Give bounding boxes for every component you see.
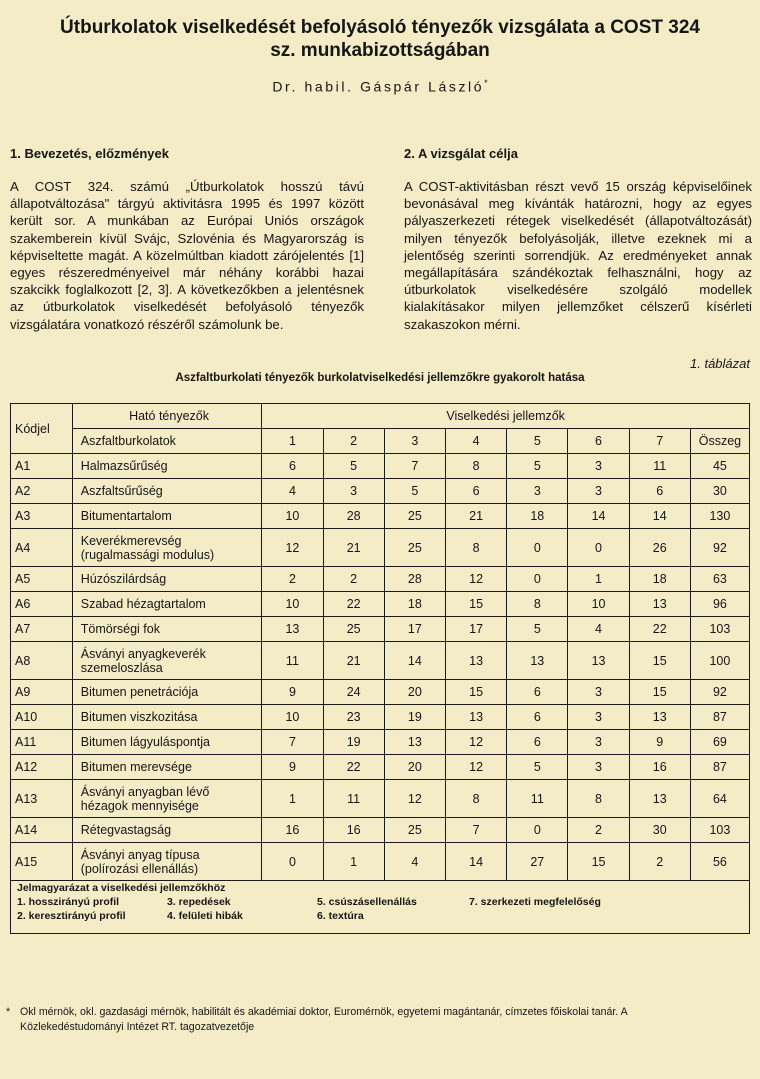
- row-value-5: 0: [507, 567, 568, 592]
- row-total: 96: [690, 592, 749, 617]
- row-value-2: 5: [323, 454, 384, 479]
- row-value-3: 20: [384, 680, 445, 705]
- row-value-7: 18: [629, 567, 690, 592]
- row-value-1: 12: [262, 529, 323, 567]
- row-value-3: 17: [384, 617, 445, 642]
- row-code: A1: [11, 454, 73, 479]
- row-value-7: 13: [629, 780, 690, 818]
- legend-title: Jelmagyarázat a viselkedési jellemzőkhöz: [17, 882, 226, 894]
- header-column-1: 1: [262, 429, 323, 454]
- table-number: 1. táblázat: [690, 356, 750, 371]
- row-factor-name: Ásványi anyagkeverék szemeloszlása: [72, 642, 262, 680]
- row-value-5: 27: [507, 843, 568, 881]
- row-total: 100: [690, 642, 749, 680]
- row-value-3: 19: [384, 705, 445, 730]
- row-value-1: 1: [262, 780, 323, 818]
- row-value-7: 13: [629, 705, 690, 730]
- row-value-1: 10: [262, 504, 323, 529]
- table-row: [11, 567, 750, 592]
- row-value-7: 6: [629, 479, 690, 504]
- row-value-7: 22: [629, 617, 690, 642]
- table-row: [11, 818, 750, 843]
- legend-item-1: 1. hosszirányú profil: [17, 896, 120, 908]
- section-2-heading: 2. A vizsgálat célja: [404, 146, 518, 161]
- row-value-4: 12: [445, 755, 506, 780]
- header-column-7: 7: [629, 429, 690, 454]
- table-row: [11, 755, 750, 780]
- row-total: 45: [690, 454, 749, 479]
- row-factor-name: Húzószilárdság: [72, 567, 262, 592]
- row-value-7: 14: [629, 504, 690, 529]
- row-value-3: 25: [384, 818, 445, 843]
- row-value-5: 6: [507, 705, 568, 730]
- row-value-6: 13: [568, 642, 629, 680]
- row-value-3: 14: [384, 642, 445, 680]
- factors-table: [10, 403, 750, 934]
- row-value-3: 5: [384, 479, 445, 504]
- row-value-7: 2: [629, 843, 690, 881]
- row-code: A3: [11, 504, 73, 529]
- row-total: 63: [690, 567, 749, 592]
- row-value-7: 15: [629, 642, 690, 680]
- row-value-5: 8: [507, 592, 568, 617]
- row-value-4: 15: [445, 680, 506, 705]
- row-value-4: 14: [445, 843, 506, 881]
- row-total: 130: [690, 504, 749, 529]
- row-code: A13: [11, 780, 73, 818]
- row-value-1: 6: [262, 454, 323, 479]
- header-column-5: 5: [507, 429, 568, 454]
- row-value-3: 28: [384, 567, 445, 592]
- row-total: 92: [690, 529, 749, 567]
- row-factor-name: Ásványi anyagban lévő hézagok mennyisége: [72, 780, 262, 818]
- header-factor: Ható tényezők: [72, 404, 262, 429]
- row-value-4: 8: [445, 529, 506, 567]
- header-total: Összeg: [690, 429, 749, 454]
- row-value-1: 7: [262, 730, 323, 755]
- row-value-7: 13: [629, 592, 690, 617]
- table-row: [11, 454, 750, 479]
- table-row: [11, 705, 750, 730]
- row-code: A5: [11, 567, 73, 592]
- row-value-7: 9: [629, 730, 690, 755]
- row-value-3: 13: [384, 730, 445, 755]
- row-value-3: 25: [384, 529, 445, 567]
- row-code: A14: [11, 818, 73, 843]
- row-value-2: 16: [323, 818, 384, 843]
- row-value-7: 15: [629, 680, 690, 705]
- row-value-4: 17: [445, 617, 506, 642]
- row-value-4: 12: [445, 567, 506, 592]
- row-value-1: 10: [262, 592, 323, 617]
- row-value-1: 11: [262, 642, 323, 680]
- row-value-4: 21: [445, 504, 506, 529]
- row-total: 92: [690, 680, 749, 705]
- row-value-2: 11: [323, 780, 384, 818]
- row-value-3: 7: [384, 454, 445, 479]
- row-value-6: 8: [568, 780, 629, 818]
- row-value-2: 22: [323, 592, 384, 617]
- row-code: A9: [11, 680, 73, 705]
- row-value-3: 25: [384, 504, 445, 529]
- row-value-3: 4: [384, 843, 445, 881]
- header-column-3: 3: [384, 429, 445, 454]
- row-value-6: 3: [568, 730, 629, 755]
- legend-item-7: 7. szerkezeti megfelelőség: [469, 896, 601, 908]
- row-total: 56: [690, 843, 749, 881]
- row-factor-name: Szabad hézagtartalom: [72, 592, 262, 617]
- header-code: Kódjel: [11, 404, 73, 454]
- row-value-2: 2: [323, 567, 384, 592]
- paper-title: [0, 16, 760, 62]
- row-value-1: 2: [262, 567, 323, 592]
- legend-cell: [11, 881, 750, 934]
- row-value-6: 3: [568, 680, 629, 705]
- author: [0, 78, 760, 95]
- row-value-5: 0: [507, 529, 568, 567]
- row-value-6: 14: [568, 504, 629, 529]
- row-value-4: 8: [445, 454, 506, 479]
- row-value-2: 1: [323, 843, 384, 881]
- row-value-3: 20: [384, 755, 445, 780]
- row-value-1: 0: [262, 843, 323, 881]
- row-value-4: 15: [445, 592, 506, 617]
- row-value-5: 11: [507, 780, 568, 818]
- footnote-mark: *: [6, 1006, 11, 1018]
- row-value-7: 11: [629, 454, 690, 479]
- legend-item-5: 5. csúszásellenállás: [317, 896, 417, 908]
- row-value-3: 18: [384, 592, 445, 617]
- table-row: [11, 843, 750, 881]
- row-value-6: 10: [568, 592, 629, 617]
- footnote-line-2: Közlekedéstudományi Intézet RT. tagozatvezetője: [20, 1021, 255, 1033]
- title-line-2: sz. munkabizottságában: [270, 40, 490, 61]
- row-value-7: 30: [629, 818, 690, 843]
- row-value-4: 13: [445, 705, 506, 730]
- row-value-6: 3: [568, 479, 629, 504]
- row-value-6: 1: [568, 567, 629, 592]
- legend-row: [11, 881, 750, 934]
- row-factor-name: Bitumen penetrációja: [72, 680, 262, 705]
- row-value-7: 16: [629, 755, 690, 780]
- author-name: Dr. habil. Gáspár László: [272, 78, 485, 95]
- row-total: 103: [690, 818, 749, 843]
- table-row: [11, 479, 750, 504]
- section-1-text: A COST 324. számú „Útburkolatok hosszú távú állapotváltozása" tárgyú aktivitásra 1995 és 1997 között került sor. A munkában az Európai Uniós országok szakemberein kívül Svájc, Szlovénia és Magyarország is képviseltette magát. A közelmúltban kiadott zárójelentés [1] egyes részeredményeivel már néhány korábbi hazai szakcikk foglalkozott [2, 3]. A következőkben a jelentésnek az útburkolatok viselkedését befolyásoló tényezők vizsgálatára vonatkozó részéről számolunk be.: [10, 179, 364, 332]
- table-row: [11, 617, 750, 642]
- section-1-heading: 1. Bevezetés, előzmények: [10, 146, 169, 161]
- row-value-2: 25: [323, 617, 384, 642]
- row-value-1: 13: [262, 617, 323, 642]
- table-row: [11, 780, 750, 818]
- row-value-7: 26: [629, 529, 690, 567]
- row-code: A8: [11, 642, 73, 680]
- row-total: 103: [690, 617, 749, 642]
- section-2-text: A COST-aktivitásban részt vevő 15 ország képviselőinek bevonásával meg kívánták határozni, hogy az egyes pályaszerkezeti rétegek viselkedését (állapotváltozását) milyen tényezők befolyásolják, illetve ezeknek mi a jelentőség szerinti sorrendjük. Az eredményeket annak megállapítására szándékoztak felhasználni, hogy az útburkolatok viselkedésére szolgáló modellek kialakításakor milyen jellemzőket célszerű kísérleti szakaszokon mérni.: [404, 179, 752, 332]
- legend-item-4: 4. felületi hibák: [167, 910, 243, 922]
- row-factor-name: Bitumen lágyuláspontja: [72, 730, 262, 755]
- row-code: A10: [11, 705, 73, 730]
- row-value-6: 3: [568, 705, 629, 730]
- row-total: 64: [690, 780, 749, 818]
- header-column-2: 2: [323, 429, 384, 454]
- row-value-2: 22: [323, 755, 384, 780]
- header-column-4: 4: [445, 429, 506, 454]
- row-factor-name: Ásványi anyag típusa (polírozási ellenállás): [72, 843, 262, 881]
- header-group: Aszfaltburkolatok: [72, 429, 262, 454]
- row-value-6: 3: [568, 454, 629, 479]
- row-value-5: 5: [507, 617, 568, 642]
- row-code: A12: [11, 755, 73, 780]
- header-characteristics: Viselkedési jellemzők: [262, 404, 750, 429]
- row-value-5: 6: [507, 730, 568, 755]
- row-value-6: 15: [568, 843, 629, 881]
- footnote: [6, 1005, 754, 1035]
- table-caption: Aszfaltburkolati tényezők burkolatviselkedési jellemzőkre gyakorolt hatása: [175, 372, 585, 384]
- row-value-6: 3: [568, 755, 629, 780]
- row-value-4: 13: [445, 642, 506, 680]
- legend-item-6: 6. textúra: [317, 910, 364, 922]
- row-value-2: 3: [323, 479, 384, 504]
- row-value-5: 13: [507, 642, 568, 680]
- row-value-5: 5: [507, 755, 568, 780]
- table-row: [11, 529, 750, 567]
- row-total: 87: [690, 705, 749, 730]
- author-footnote-mark: *: [484, 78, 488, 88]
- row-factor-name: Tömörségi fok: [72, 617, 262, 642]
- row-value-4: 8: [445, 780, 506, 818]
- row-value-5: 5: [507, 454, 568, 479]
- row-code: A4: [11, 529, 73, 567]
- row-factor-name: Keverékmerevség (rugalmassági modulus): [72, 529, 262, 567]
- row-value-2: 19: [323, 730, 384, 755]
- table-header-row-1: [11, 404, 750, 429]
- row-code: A2: [11, 479, 73, 504]
- row-value-5: 0: [507, 818, 568, 843]
- row-code: A7: [11, 617, 73, 642]
- row-value-4: 12: [445, 730, 506, 755]
- row-value-4: 6: [445, 479, 506, 504]
- row-value-1: 4: [262, 479, 323, 504]
- legend-item-3: 3. repedések: [167, 896, 231, 908]
- row-factor-name: Aszfaltsűrűség: [72, 479, 262, 504]
- row-value-2: 21: [323, 642, 384, 680]
- row-value-1: 9: [262, 755, 323, 780]
- row-value-1: 16: [262, 818, 323, 843]
- row-value-6: 4: [568, 617, 629, 642]
- table-row: [11, 504, 750, 529]
- row-total: 69: [690, 730, 749, 755]
- row-factor-name: Bitumen viszkozitása: [72, 705, 262, 730]
- row-value-1: 9: [262, 680, 323, 705]
- row-value-6: 0: [568, 529, 629, 567]
- row-factor-name: Bitumentartalom: [72, 504, 262, 529]
- row-value-2: 23: [323, 705, 384, 730]
- row-factor-name: Bitumen merevsége: [72, 755, 262, 780]
- row-value-1: 10: [262, 705, 323, 730]
- row-factor-name: Rétegvastagság: [72, 818, 262, 843]
- table-row: [11, 592, 750, 617]
- legend-item-2: 2. keresztirányú profil: [17, 910, 126, 922]
- table-header-row-2: [11, 429, 750, 454]
- row-value-2: 28: [323, 504, 384, 529]
- row-code: A11: [11, 730, 73, 755]
- row-value-2: 21: [323, 529, 384, 567]
- row-value-3: 12: [384, 780, 445, 818]
- row-factor-name: Halmazsűrűség: [72, 454, 262, 479]
- title-line-1: Útburkolatok viselkedését befolyásoló tényezők vizsgálata a COST 324: [60, 17, 700, 38]
- row-code: A15: [11, 843, 73, 881]
- row-value-4: 7: [445, 818, 506, 843]
- table-row: [11, 730, 750, 755]
- row-value-2: 24: [323, 680, 384, 705]
- table-row: [11, 642, 750, 680]
- table-row: [11, 680, 750, 705]
- row-value-5: 6: [507, 680, 568, 705]
- legend: [15, 881, 745, 931]
- header-column-6: 6: [568, 429, 629, 454]
- row-value-6: 2: [568, 818, 629, 843]
- row-total: 30: [690, 479, 749, 504]
- footnote-line-1: Okl mérnök, okl. gazdasági mérnök, habilitált és akadémiai doktor, Euromérnök, egyetemi magántanár, címzetes főiskolai tanár. A: [20, 1006, 628, 1018]
- row-code: A6: [11, 592, 73, 617]
- row-total: 87: [690, 755, 749, 780]
- row-value-5: 3: [507, 479, 568, 504]
- row-value-5: 18: [507, 504, 568, 529]
